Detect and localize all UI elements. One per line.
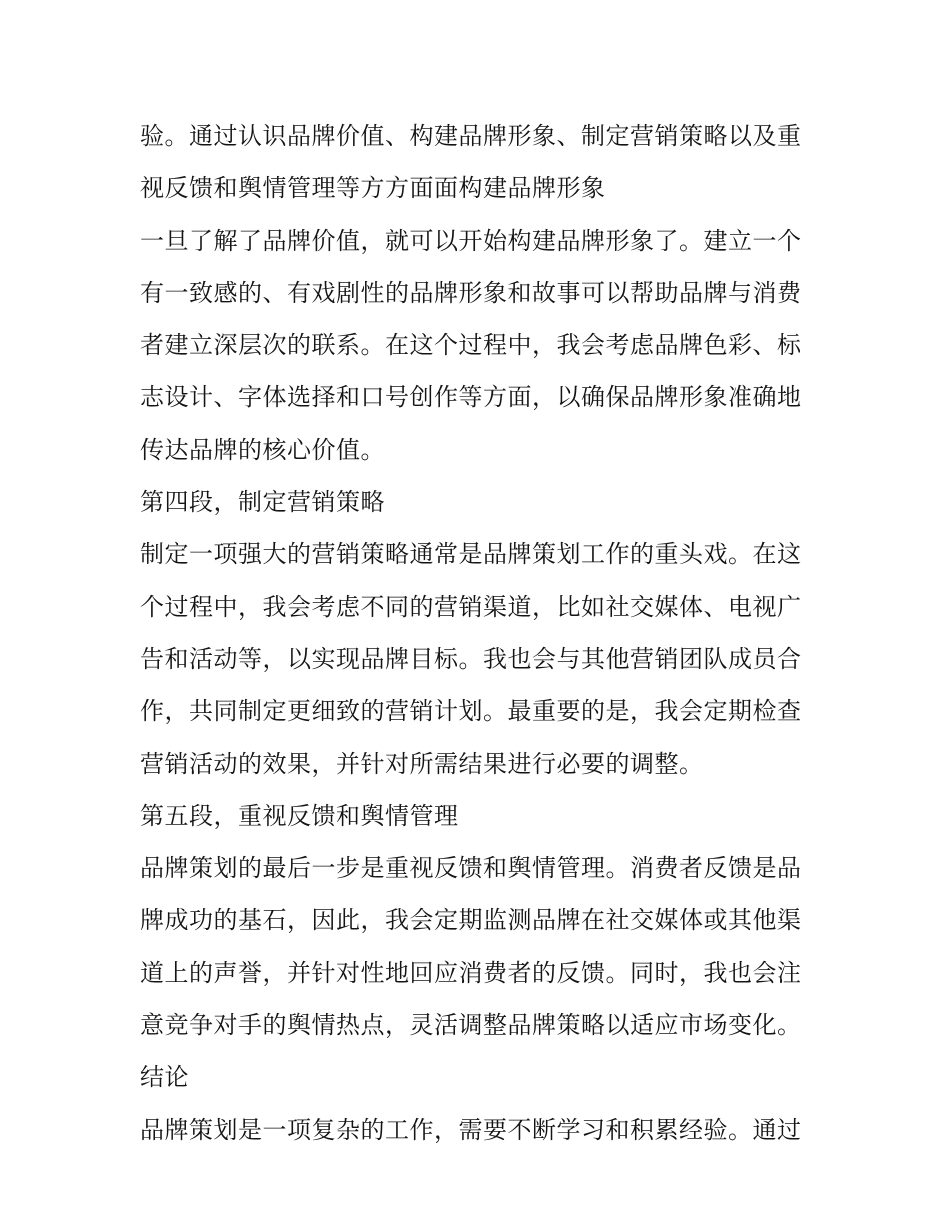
text-line: 有一致感的、有戏剧性的品牌形象和故事可以帮助品牌与消费 [140,278,802,307]
text-line: 告和活动等，以实现品牌目标。我也会与其他营销团队成员合 [140,644,802,673]
text-line: 志设计、字体选择和口号创作等方面，以确保品牌形象准确地 [140,383,802,412]
section-heading-4: 第四段，制定营销策略 [140,488,385,517]
text-line: 营销活动的效果，并针对所需结果进行必要的调整。 [140,749,704,778]
text-line: 品牌策划是一项复杂的工作，需要不断学习和积累经验。通过 [140,1115,802,1144]
section-heading-conclusion: 结论 [140,1063,189,1092]
text-line: 验。通过认识品牌价值、构建品牌形象、制定营销策略以及重 [140,122,802,150]
text-line: 视反馈和舆情管理等方方面面构建品牌形象 [140,174,606,203]
text-line: 作，共同制定更细致的营销计划。最重要的是，我会定期检查 [140,697,802,726]
text-line: 个过程中，我会考虑不同的营销渠道，比如社交媒体、电视广 [140,592,802,621]
text-line: 者建立深层次的联系。在这个过程中，我会考虑品牌色彩、标 [140,331,802,360]
text-line: 意竞争对手的舆情热点，灵活调整品牌策略以适应市场变化。 [140,1011,802,1040]
text-line: 牌成功的基石，因此，我会定期监测品牌在社交媒体或其他渠 [140,906,802,935]
text-line: 制定一项强大的营销策略通常是品牌策划工作的重头戏。在这 [140,540,802,569]
text-line: 道上的声誉，并针对性地回应消费者的反馈。同时，我也会注 [140,958,802,987]
document-body [140,110,820,1156]
section-heading-5: 第五段，重视反馈和舆情管理 [140,801,459,830]
text-line: 一旦了解了品牌价值，就可以开始构建品牌形象了。建立一个 [140,226,802,255]
text-line: 品牌策划的最后一步是重视反馈和舆情管理。消费者反馈是品 [140,854,802,883]
text-line: 传达品牌的核心价值。 [140,435,385,464]
